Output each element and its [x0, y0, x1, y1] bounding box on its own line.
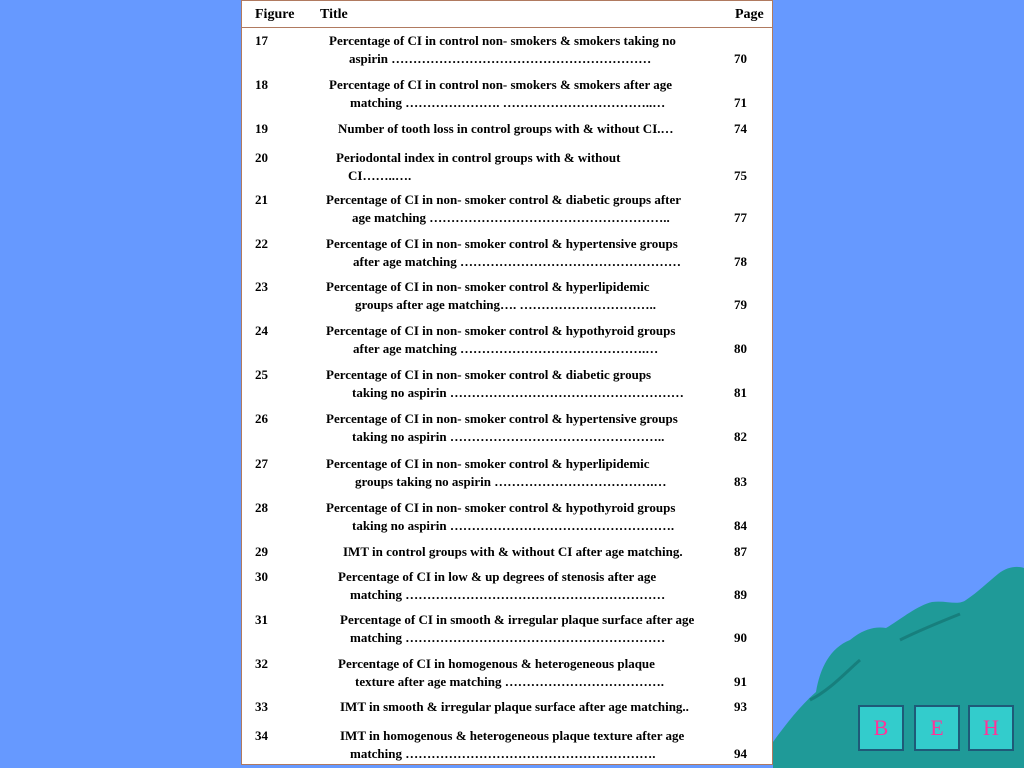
- figure-number: 23: [255, 279, 268, 294]
- figure-number: 25: [255, 367, 268, 382]
- page-number: 80: [734, 341, 747, 356]
- figure-title-line: texture after age matching ……………………………….: [355, 674, 664, 689]
- figure-number: 27: [255, 456, 268, 471]
- figure-title-line: Percentage of CI in non‑ smoker control & hyperlipidemic: [326, 456, 650, 471]
- figure-title-line: taking no aspirin …………………………………………..: [352, 429, 665, 444]
- figure-title-line: Periodontal index in control groups with & without: [336, 150, 621, 165]
- figure-number: 20: [255, 150, 268, 165]
- page-number: 77: [734, 210, 747, 225]
- figure-title-line: Percentage of CI in non‑ smoker control & hypertensive groups: [326, 236, 678, 251]
- page-number: 78: [734, 254, 747, 269]
- figure-number: 18: [255, 77, 268, 92]
- figure-number: 28: [255, 500, 268, 515]
- figure-title-line: IMT in control groups with & without CI after age matching.: [343, 544, 683, 559]
- header-divider: [242, 27, 772, 28]
- page-number: 94: [734, 746, 747, 761]
- figure-title-line: Percentage of CI in non‑ smoker control & hypothyroid groups: [326, 323, 676, 338]
- figure-title-line: taking no aspirin …………………………………………….: [352, 518, 675, 533]
- figure-title-line: IMT in smooth & irregular plaque surface after age matching..: [340, 699, 689, 714]
- figure-title-line: matching ……………………………………………………: [350, 630, 666, 645]
- nav-button-e[interactable]: E: [914, 705, 960, 751]
- figure-title-line: Percentage of CI in non‑ smoker control & hyperlipidemic: [326, 279, 650, 294]
- column-header-title: Title: [320, 7, 348, 22]
- figure-title-line: Percentage of CI in control non‑ smokers & smokers after age: [329, 77, 672, 92]
- column-header-page: Page: [735, 7, 764, 22]
- figure-number: 33: [255, 699, 268, 714]
- figure-number: 17: [255, 33, 268, 48]
- page-number: 87: [734, 544, 747, 559]
- figure-title-line: aspirin ……………………………………………………: [349, 51, 652, 66]
- page-number: 74: [734, 121, 747, 136]
- figure-number: 29: [255, 544, 268, 559]
- page-number: 81: [734, 385, 747, 400]
- figure-number: 34: [255, 728, 268, 743]
- column-header-figure: Figure: [255, 7, 295, 22]
- page-number: 83: [734, 474, 747, 489]
- figure-title-line: taking no aspirin ………………………………………………: [352, 385, 684, 400]
- page-number: 70: [734, 51, 747, 66]
- nav-button-b[interactable]: B: [858, 705, 904, 751]
- nav-button-h[interactable]: H: [968, 705, 1014, 751]
- page-number: 93: [734, 699, 747, 714]
- page-number: 84: [734, 518, 747, 533]
- figure-number: 22: [255, 236, 268, 251]
- figure-title-line: Percentage of CI in homogenous & heterogeneous plaque: [338, 656, 655, 671]
- page-number: 71: [734, 95, 747, 110]
- figure-number: 26: [255, 411, 268, 426]
- figure-title-line: CI……..….: [348, 168, 412, 183]
- page-number: 75: [734, 168, 747, 183]
- figure-title-line: age matching ………………………………………………..: [352, 210, 670, 225]
- page-number: 91: [734, 674, 747, 689]
- figure-title-line: matching …………………. ……………………………..…: [350, 95, 666, 110]
- figure-number: 32: [255, 656, 268, 671]
- page-number: 79: [734, 297, 747, 312]
- figure-title-line: groups after age matching…. …………………………..: [355, 297, 657, 312]
- figure-title-line: Number of tooth loss in control groups with & without CI.…: [338, 121, 674, 136]
- page-number: 90: [734, 630, 747, 645]
- page-number: 89: [734, 587, 747, 602]
- figure-title-line: groups taking no aspirin ……………………………….…: [355, 474, 667, 489]
- figure-title-line: Percentage of CI in low & up degrees of stenosis after age: [338, 569, 657, 584]
- figure-title-line: Percentage of CI in non‑ smoker control & hypothyroid groups: [326, 500, 676, 515]
- figure-title-line: matching ………………………………………………….: [350, 746, 656, 761]
- figure-number: 21: [255, 192, 268, 207]
- figure-number: 31: [255, 612, 268, 627]
- figure-title-line: Percentage of CI in non‑ smoker control & hypertensive groups: [326, 411, 678, 426]
- figure-title-line: Percentage of CI in control non‑ smokers & smokers taking no: [329, 33, 676, 48]
- figure-title-line: after age matching …………………………………….…: [353, 341, 659, 356]
- figure-title-line: Percentage of CI in non‑ smoker control & diabetic groups after: [326, 192, 682, 207]
- figure-number: 24: [255, 323, 268, 338]
- figure-number: 30: [255, 569, 268, 584]
- figure-title-line: Percentage of CI in non‑ smoker control & diabetic groups: [326, 367, 652, 382]
- figure-title-line: after age matching ……………………………………………: [353, 254, 681, 269]
- page-number: 82: [734, 429, 747, 444]
- figure-title-line: Percentage of CI in smooth & irregular plaque surface after age: [340, 612, 695, 627]
- figure-title-line: matching ……………………………………………………: [350, 587, 666, 602]
- figure-title-line: IMT in homogenous & heterogeneous plaque texture after age: [340, 728, 685, 743]
- table-of-figures: [241, 0, 773, 765]
- figure-number: 19: [255, 121, 268, 136]
